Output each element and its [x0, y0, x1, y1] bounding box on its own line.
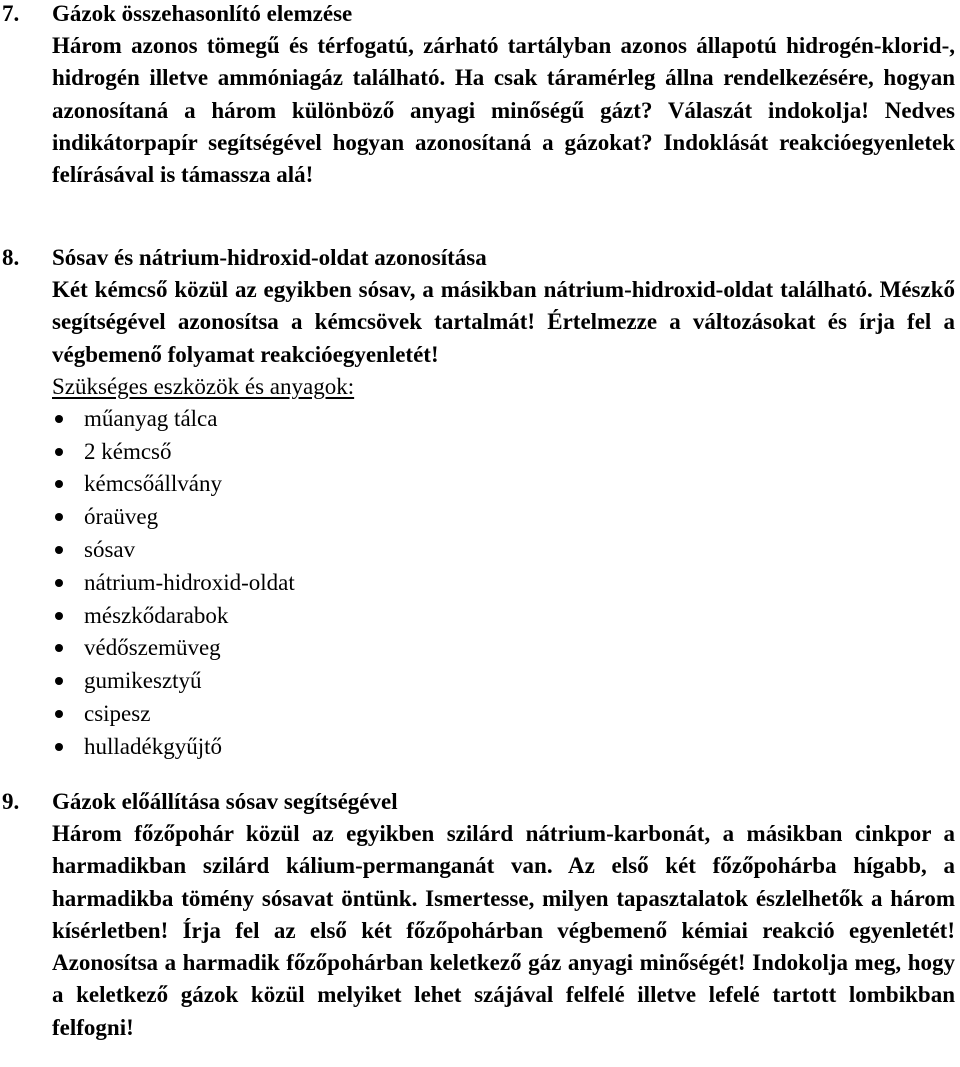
task-7-text: Három azonos tömegű és térfogatú, zárható tartályban azonos állapotú hidrogén-klorid-, hidrogén illetve ammóniagáz található. Ha csak táramérleg állna rendelkezésére, hogyan azonosítaná a három különböző anyagi minőségű gázt? Válaszát indokolja! Nedves indikátorpapír segítségével hogyan azonosítaná a gázokat? Indoklását reakcióegyenletek felírásával is támassza alá!	[52, 33, 955, 188]
task-8-number: 8.	[2, 245, 20, 270]
materials-list-item	[0, 731, 960, 764]
bullet-icon	[55, 612, 63, 620]
materials-item-label: mészkődarabok	[84, 602, 229, 628]
task-9-text: Három főzőpohár közül az egyikben szilárd nátrium-karbonát, a másikban cinkpor a harmadikban szilárd kálium-permanganát van. Az első két főzőpohárba hígabb, a harmadikba tömény sósavat öntünk. Ismertesse, milyen tapasztalatok észlelhetők a három kísérletben! Írja fel az első két főzőpohárban végbemenő kémiai reakció egyenletét! Azonosítsa a harmadik főzőpohárban keletkező gáz anyagi minőségét! Indokolja meg, hogy a keletkező gázok közül melyiket lehet szájával felfelé illetve lefelé tartott lombikban felfogni!	[52, 821, 955, 1040]
materials-item-label: kémcsőállvány	[84, 471, 222, 497]
task-7	[0, 0, 960, 191]
task-7-title: Gázok összehasonlító elemzése	[52, 1, 353, 26]
materials-list-item	[0, 501, 960, 534]
materials-list-item	[0, 534, 960, 567]
materials-item-label: gumikesztyű	[84, 668, 202, 694]
bullet-icon	[55, 415, 63, 423]
bullet-icon	[55, 480, 63, 488]
task-8-text: Két kémcső közül az egyikben sósav, a másikban nátrium-hidroxid-oldat található. Mészkő segítségével azonosítsa a kémcsövek tartalmát! Értelmezze a változásokat és írja fel a végbemenő folyamat reakcióegyenletét!	[52, 277, 955, 367]
bullet-icon	[55, 743, 63, 751]
materials-list-item	[0, 436, 960, 469]
task-9-heading	[0, 786, 960, 818]
materials-list-item	[0, 600, 960, 633]
materials-list-item	[0, 698, 960, 731]
materials-item-label: nátrium-hidroxid-oldat	[84, 569, 295, 595]
materials-item-label: óraüveg	[84, 504, 159, 530]
task-7-heading	[0, 0, 960, 30]
materials-list-item	[0, 468, 960, 501]
materials-item-label: sósav	[84, 537, 136, 563]
bullet-icon	[55, 677, 63, 685]
materials-list-item	[0, 632, 960, 665]
task-9-title: Gázok előállítása sósav segítségével	[52, 789, 398, 814]
bullet-icon	[55, 710, 63, 718]
task-8-heading	[0, 242, 960, 274]
bullet-icon	[55, 546, 63, 554]
task-8-title: Sósav és nátrium-hidroxid-oldat azonosítása	[52, 245, 487, 270]
materials-list	[0, 403, 960, 764]
bullet-icon	[55, 579, 63, 587]
task-9-number: 9.	[2, 789, 20, 814]
task-8	[0, 242, 960, 764]
materials-label: Szükséges eszközök és anyagok:	[52, 373, 355, 399]
materials-item-label: 2 kémcső	[84, 438, 172, 464]
bullet-icon	[55, 513, 63, 521]
task-9	[0, 786, 960, 1044]
materials-item-label: védőszemüveg	[84, 635, 221, 661]
materials-list-item	[0, 403, 960, 436]
materials-list-item	[0, 567, 960, 600]
task-7-number: 7.	[2, 1, 20, 26]
materials-item-label: csipesz	[84, 701, 151, 727]
materials-item-label: hulladékgyűjtő	[84, 733, 222, 759]
bullet-icon	[55, 448, 63, 456]
materials-item-label: műanyag tálca	[84, 405, 218, 431]
bullet-icon	[55, 644, 63, 652]
materials-list-item	[0, 665, 960, 698]
